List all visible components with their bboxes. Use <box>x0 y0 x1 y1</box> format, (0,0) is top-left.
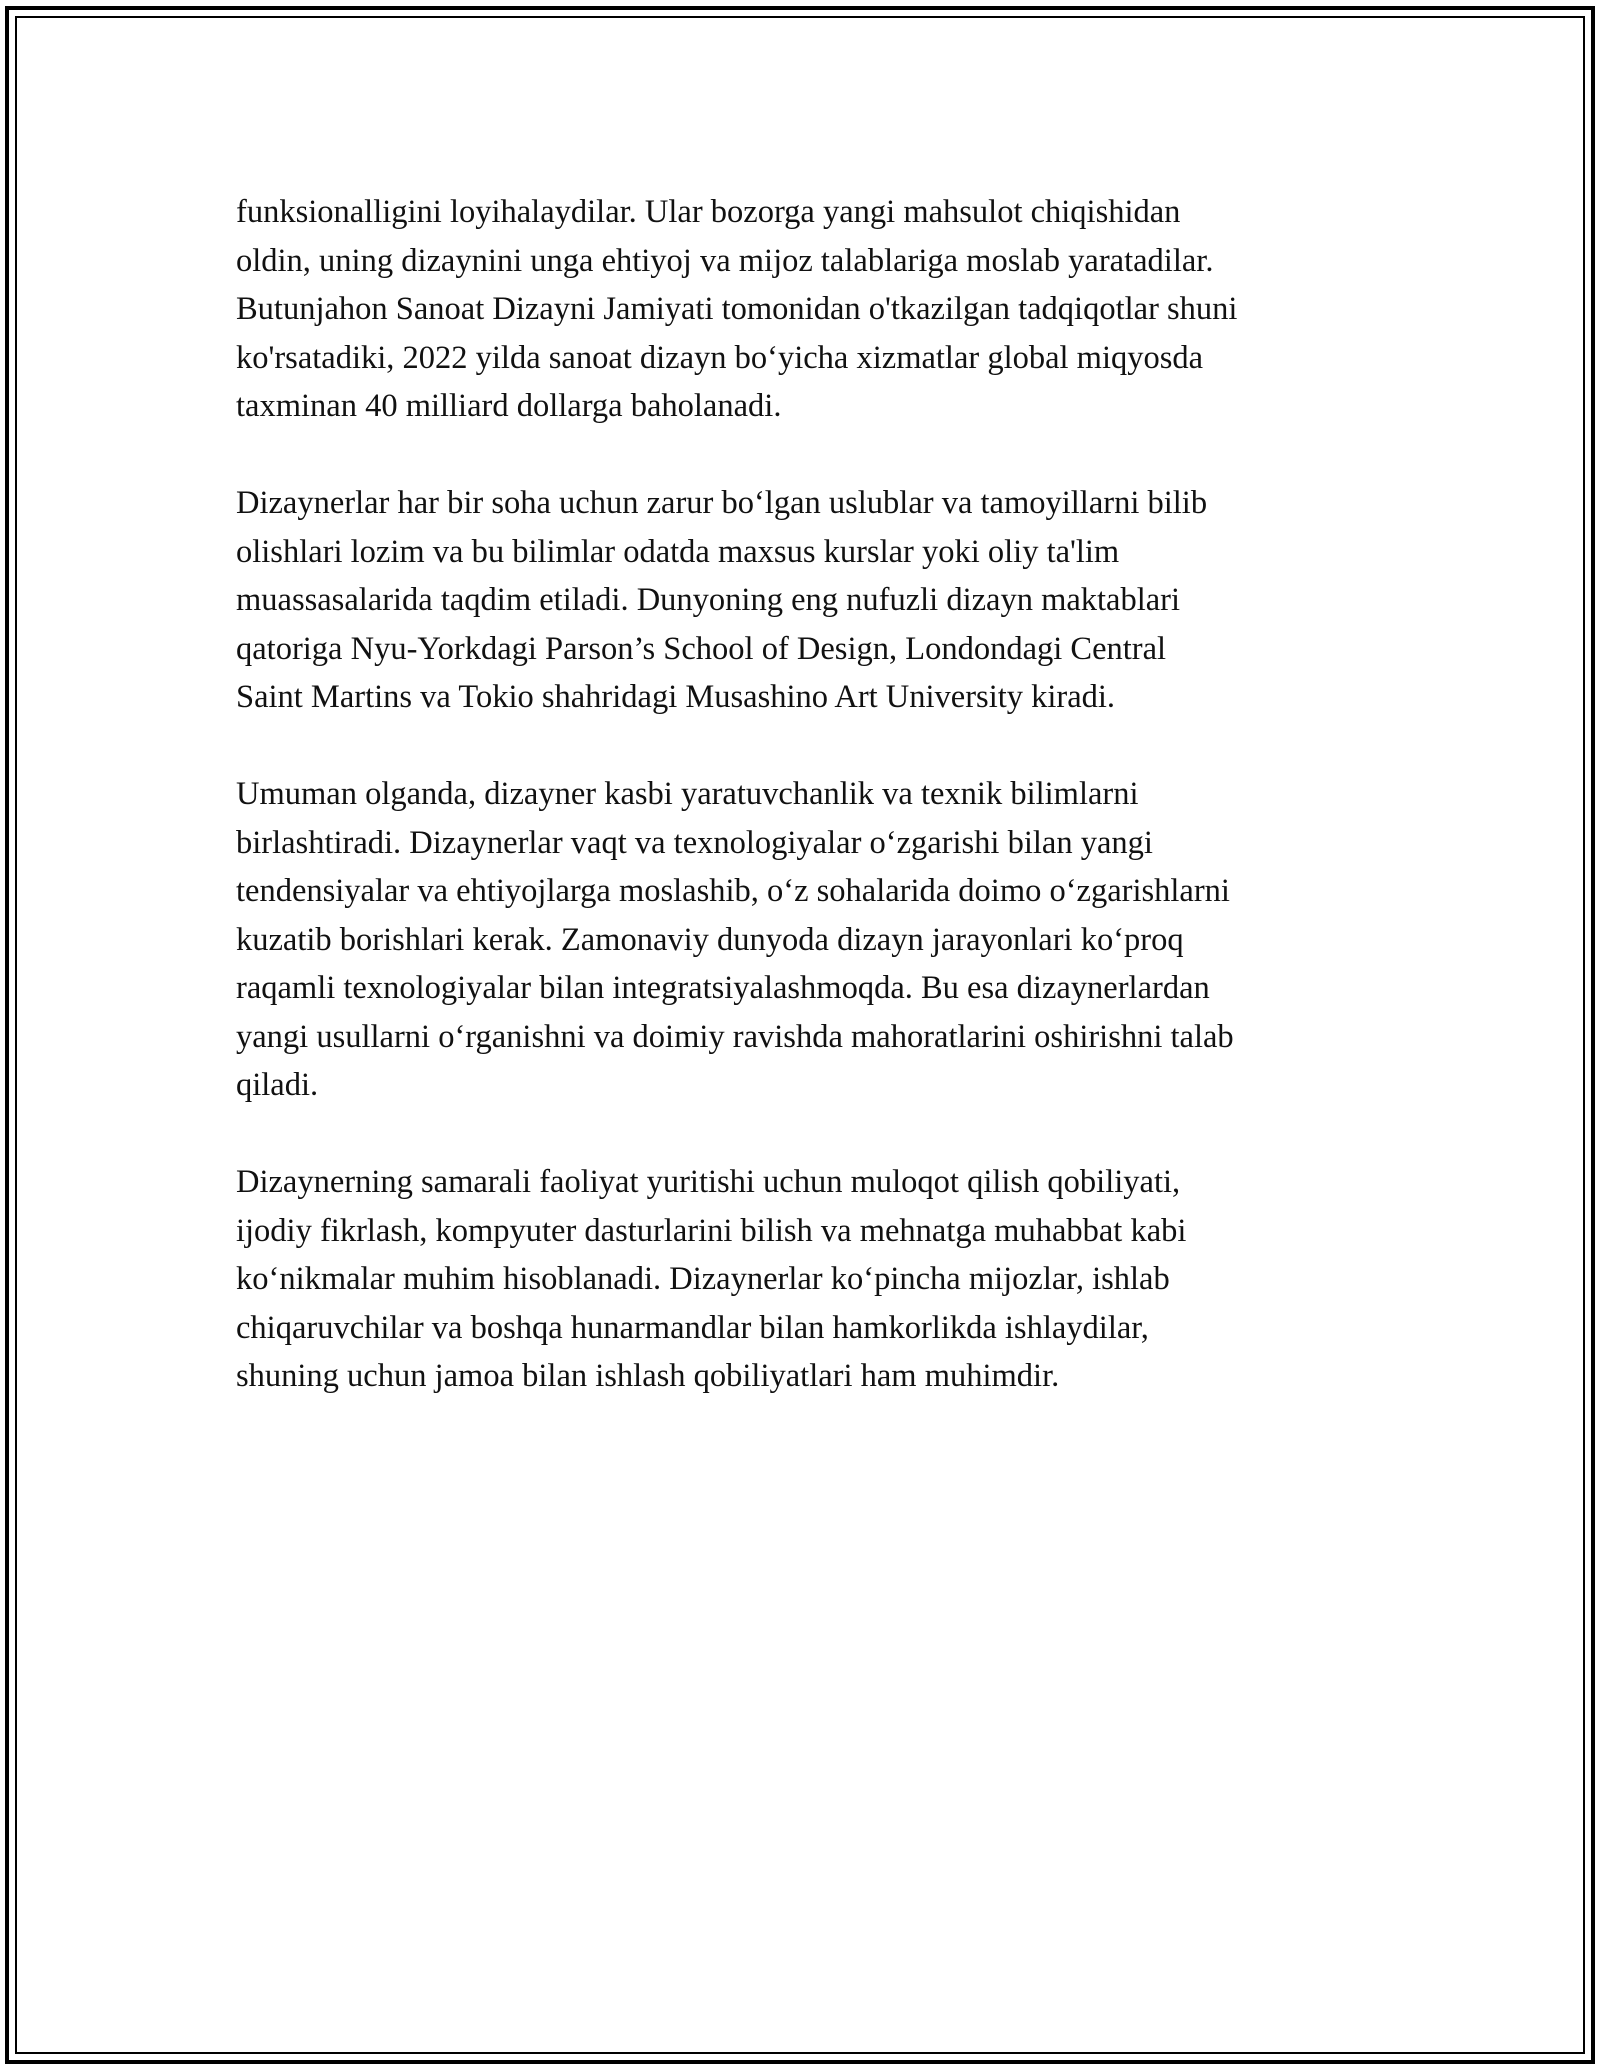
text-line: Saint Martins va Tokio shahridagi Musashino Art University kiradi. <box>236 679 1116 715</box>
text-line: kuzatib borishlari kerak. Zamonaviy dunyoda dizayn jarayonlari ko‘proq <box>236 921 1184 958</box>
text-line: tendensiyalar va ehtiyojlarga moslashib, o‘z sohalarida doimo o‘zgarishlarni <box>236 873 1230 909</box>
text-line: ijodiy fikrlash, kompyuter dasturlarini bilish va mehnatga muhabbat kabi <box>236 1212 1187 1249</box>
text-line: raqamli texnologiyalar bilan integratsiyalashmoqda. Bu esa dizaynerlardan <box>236 970 1210 1006</box>
text-line: Dizaynerlar har bir soha uchun zarur bo‘lgan uslublar va tamoyillarni bilib <box>236 485 1208 521</box>
paragraph-2 <box>236 479 1376 722</box>
text-line: taxminan 40 milliard dollarga baholanadi. <box>236 388 782 424</box>
paragraph-1 <box>236 188 1376 431</box>
text-line: yangi usullarni o‘rganishni va doimiy ravishda mahoratlarini oshirishni talab <box>236 1018 1234 1055</box>
paragraph-3 <box>236 770 1376 1110</box>
text-line: Butunjahon Sanoat Dizayni Jamiyati tomonidan o'tkazilgan tadqiqotlar shuni <box>236 291 1238 327</box>
paragraph-4 <box>236 1158 1376 1401</box>
text-line: qatoriga Nyu-Yorkdagi Parson’s School of Design, Londondagi Central <box>236 630 1167 667</box>
text-line: qiladi. <box>236 1067 319 1103</box>
text-line: funksionalligini loyihalaydilar. Ular bozorga yangi mahsulot chiqishidan <box>236 194 1181 230</box>
text-line: ko‘nikmalar muhim hisoblanadi. Dizaynerlar ko‘pincha mijozlar, ishlab <box>236 1261 1170 1297</box>
text-line: muassasalarida taqdim etiladi. Dunyoning eng nufuzli dizayn maktablari <box>236 582 1181 618</box>
text-line: chiqaruvchilar va boshqa hunarmandlar bilan hamkorlikda ishlaydilar, <box>236 1309 1149 1346</box>
text-line: ko'rsatadiki, 2022 yilda sanoat dizayn bo‘yicha xizmatlar global miqyosda <box>236 339 1204 376</box>
text-line: birlashtiradi. Dizaynerlar vaqt va texnologiyalar o‘zgarishi bilan yangi <box>236 824 1153 861</box>
document-body <box>236 188 1376 1449</box>
text-line: shuning uchun jamoa bilan ishlash qobiliyatlari ham muhimdir. <box>236 1358 1060 1394</box>
text-line: Umuman olganda, dizayner kasbi yaratuvchanlik va texnik bilimlarni <box>236 776 1139 812</box>
text-line: oldin, uning dizaynini unga ehtiyoj va mijoz talablariga moslab yaratadilar. <box>236 242 1214 279</box>
text-line: Dizaynerning samarali faoliyat yuritishi uchun muloqot qilish qobiliyati, <box>236 1164 1181 1200</box>
text-line: olishlari lozim va bu bilimlar odatda maxsus kurslar yoki oliy ta'lim <box>236 533 1120 570</box>
